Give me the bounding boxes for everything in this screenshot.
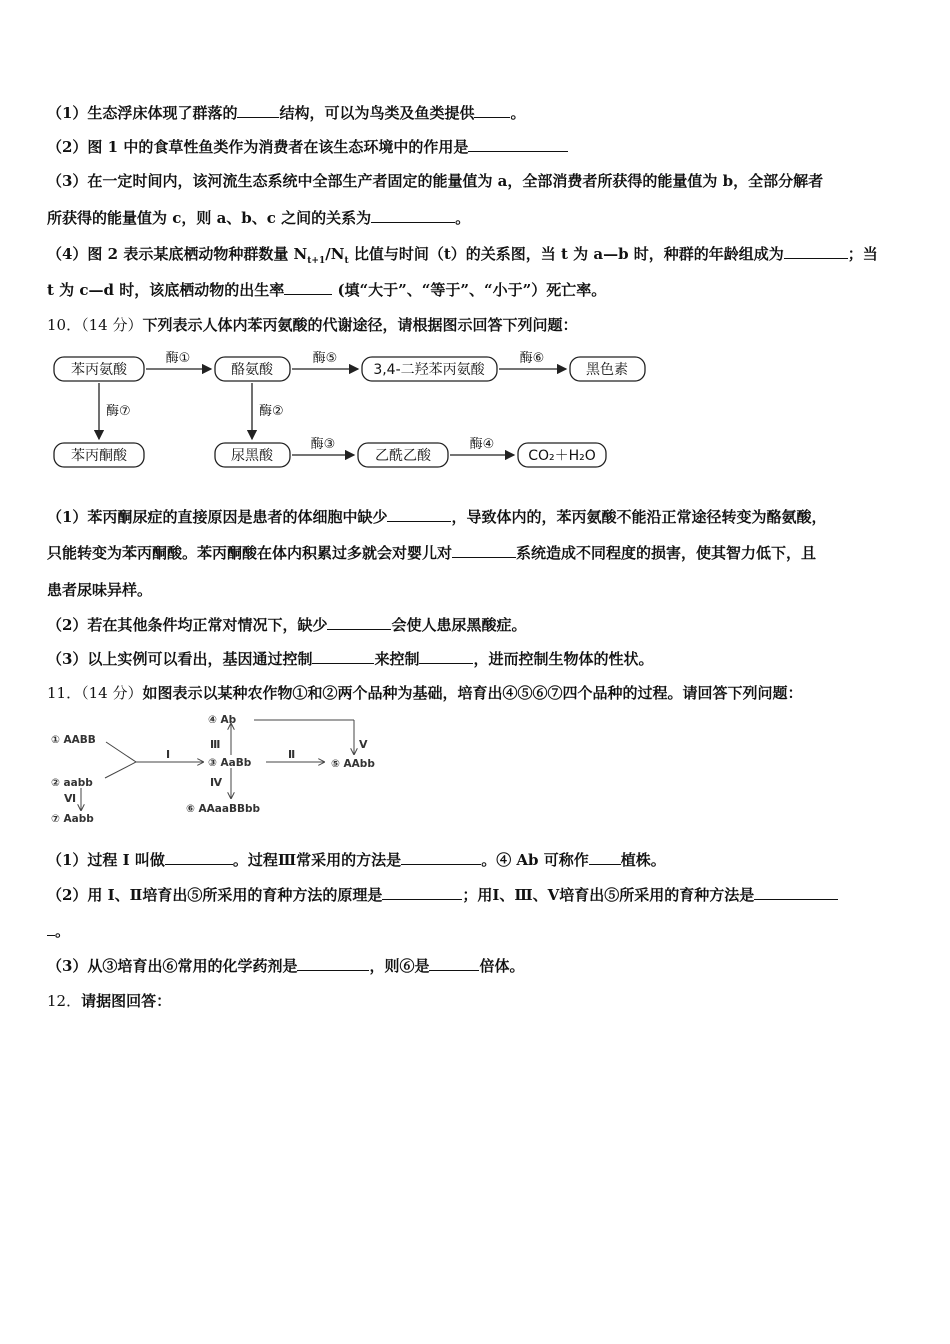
label-I: I (166, 748, 171, 761)
q11-part1: （1）过程 I 叫做 。过程Ⅲ常采用的方法是 。④ Ab 可称作 植株。 (47, 851, 666, 869)
label-ppa: 苯丙酮酸 (71, 448, 127, 464)
q9-part3-line2: 所获得的能量值为 c，则 a、b、c 之间的关系为 。 (47, 209, 471, 227)
q9-part4-line1: （4）图 2 表示某底栖动物种群数量 $N_{t+1}/N_t$ 比值与时间（t）的关系图，当 t 为 a—b 时，种群的年龄组成为 ；当 (47, 245, 878, 266)
answer-blank[interactable] (382, 885, 462, 900)
q10-part1-line2: 只能转变为苯丙酮酸。苯丙酮酸在体内积累过多就会对婴儿对 系统造成不同程度的损害，使其智力低下，且 (47, 544, 817, 562)
answer-blank[interactable] (452, 543, 516, 558)
answer-blank[interactable] (284, 280, 332, 295)
breeding-diagram (48, 710, 388, 830)
enzyme-7: 酶⑦ (106, 404, 131, 419)
label-II: Ⅱ (288, 748, 296, 761)
answer-blank[interactable] (784, 244, 848, 259)
q10-part1-line3: 患者尿味异样。 (47, 581, 153, 599)
label-aaa: 乙酰乙酸 (375, 448, 431, 464)
node-6: ⑥ AAaaBBbb (186, 803, 261, 815)
enzyme-6: 酶⑥ (519, 351, 545, 366)
metabolism-diagram (50, 345, 660, 475)
label-dopa: 3,4-二羟苯丙氨酸 (373, 362, 485, 378)
answer-blank[interactable] (297, 956, 369, 971)
node-4: ④ Ab (208, 714, 237, 726)
q10-part3: （3）以上实例可以看出，基因通过控制 来控制 ，进而控制生物体的性状。 (47, 650, 654, 668)
node-1: ① AABB (51, 734, 96, 746)
q9-part3-line1: （3）在一定时间内，该河流生态系统中全部生产者固定的能量值为 a，全部消费者所获得的能量值为 b，全部分解者 (47, 172, 824, 190)
answer-blank[interactable] (47, 921, 55, 936)
node-2: ② aabb (51, 777, 93, 789)
answer-blank[interactable] (429, 956, 479, 971)
enzyme-3: 酶③ (310, 437, 336, 452)
node-7: ⑦ Aabb (51, 813, 94, 825)
label-phe: 苯丙氨酸 (71, 362, 127, 378)
label-VI: Ⅵ (64, 792, 77, 805)
answer-blank[interactable] (401, 850, 481, 865)
answer-blank[interactable] (165, 850, 233, 865)
q9-part4-line2: t 为 c—d 时，该底栖动物的出生率 (填“大于”、“等于”、“小于”）死亡率。 (47, 281, 607, 299)
q10-part1-line1: （1）苯丙酮尿症的直接原因是患者的体细胞中缺少 ，导致体内的，苯丙氨酸不能沿正常途径转变为酪氨酸， (47, 508, 827, 526)
answer-blank[interactable] (371, 208, 455, 223)
label-co2: CO₂＋H₂O (528, 448, 596, 464)
answer-blank[interactable] (754, 885, 838, 900)
q9-part1: （1）生态浮床体现了群落的 结构，可以为鸟类及鱼类提供 。 (47, 104, 526, 122)
q11-part2-line2: 。 (47, 921, 70, 941)
answer-blank[interactable] (589, 850, 621, 865)
label-tyr: 酪氨酸 (231, 362, 273, 378)
answer-blank[interactable] (387, 507, 451, 522)
answer-blank[interactable] (237, 103, 279, 118)
answer-blank[interactable] (419, 649, 473, 664)
node-5: ⑤ AAbb (331, 758, 375, 770)
cross-lines (105, 742, 136, 778)
q10-part2: （2）若在其他条件均正常对情况下，缺少 会使人患尿黑酸症。 (47, 616, 527, 634)
q10-stem: 10．（14 分）下列表示人体内苯丙氨酸的代谢途径，请根据图示回答下列问题： (47, 316, 578, 334)
node-3: ③ AaBb (208, 757, 252, 769)
q11-stem: 11．（14 分）如图表示以某种农作物①和②两个品种为基础，培育出④⑤⑥⑦四个品种的过程。请回答下列问题： (47, 684, 803, 702)
label-III: Ⅲ (210, 738, 221, 751)
enzyme-5: 酶⑤ (312, 351, 338, 366)
answer-blank[interactable] (312, 649, 374, 664)
q11-part3: （3）从③培育出⑥常用的化学药剂是 ，则⑥是 倍体。 (47, 957, 525, 975)
label-hga: 尿黑酸 (231, 448, 273, 464)
label-V: Ⅴ (359, 738, 368, 751)
q9-part2: （2）图 1 中的食草性鱼类作为消费者在该生态环境中的作用是 (47, 137, 568, 157)
answer-blank[interactable] (327, 615, 391, 630)
enzyme-1: 酶① (165, 351, 191, 366)
q12-stem: 12．请据图回答： (47, 992, 172, 1010)
label-IV: Ⅳ (210, 776, 223, 789)
answer-blank[interactable] (468, 137, 568, 152)
enzyme-4: 酶④ (469, 437, 495, 452)
q11-part2-line1: （2）用 I、Ⅱ培育出⑤所采用的育种方法的原理是 ；用Ⅰ、Ⅲ、Ⅴ培育出⑤所采用的育种方法是 (47, 885, 838, 905)
label-melanin: 黑色素 (586, 362, 628, 378)
enzyme-2: 酶② (259, 404, 284, 419)
answer-blank[interactable] (474, 103, 510, 118)
